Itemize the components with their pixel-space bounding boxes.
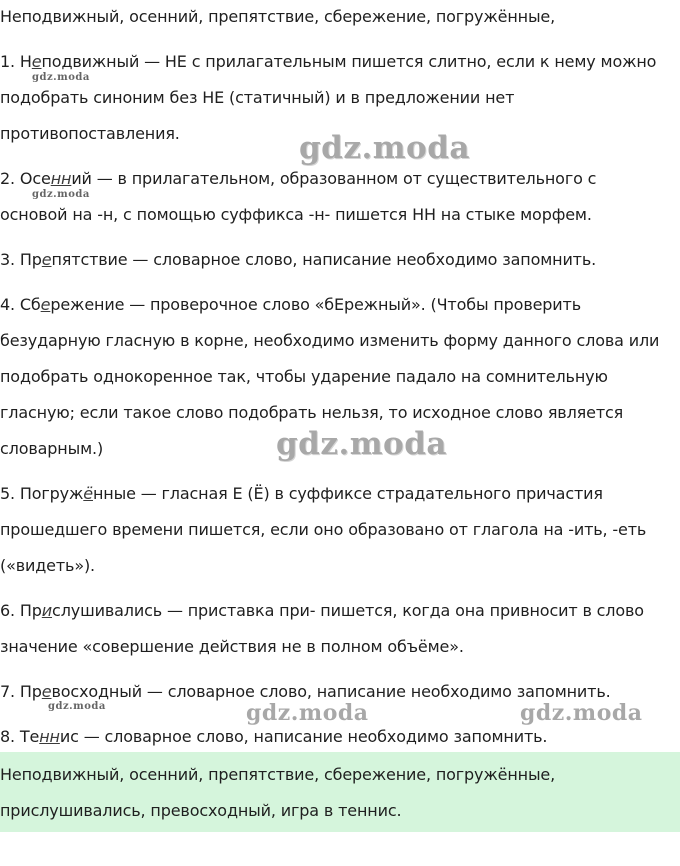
- text: нные — гласная Е (Ё) в суффиксе страдательного причастия: [92, 484, 603, 503]
- highlighted-letter: е: [41, 250, 52, 269]
- item-7-line-1: [0, 682, 611, 701]
- item-6-line-2: значение «совершение действия не в полном объёме».: [0, 637, 464, 656]
- item-2-line-2: основой на -н, с помощью суффикса -н- пишется НН на стыке морфем.: [0, 205, 592, 224]
- item-4-line-1: [0, 295, 581, 314]
- item-1-line-2: подобрать синоним без НЕ (статичный) и в предложении нет: [0, 88, 515, 107]
- prefix: 3. Пр: [0, 250, 42, 269]
- answer-box: [0, 752, 680, 832]
- text: пятствие — словарное слово, написание необходимо запомнить.: [51, 250, 597, 269]
- prefix: 2. Осе: [0, 169, 51, 188]
- header-word-list: Неподвижный, осенний, препятствие, сбережение, погружённые,: [0, 7, 556, 26]
- highlighted-letter: и: [41, 601, 53, 620]
- watermark-logo: gdz.moda: [246, 700, 369, 726]
- highlighted-letter: нн: [39, 727, 60, 746]
- item-4-line-2: безударную гласную в корне, необходимо изменить форму данного слова или: [0, 331, 660, 350]
- item-2-line-1: [0, 169, 596, 188]
- prefix: 6. Пр: [0, 601, 42, 620]
- item-3-line-1: [0, 250, 596, 269]
- item-4-line-4: гласную; если такое слово подобрать нельзя, то исходное слово является: [0, 403, 624, 422]
- prefix: 5. Погруж: [0, 484, 84, 503]
- item-4-line-3: подобрать однокоренное так, чтобы ударение падало на сомнительную: [0, 367, 608, 386]
- text: восходный — словарное слово, написание необходимо запомнить.: [51, 682, 611, 701]
- prefix: 4. Сб: [0, 295, 41, 314]
- answer-line-2: прислушивались, превосходный, игра в теннис.: [0, 801, 402, 820]
- text: режение — проверочное слово «бЕрежный». (Чтобы проверить: [50, 295, 581, 314]
- text: ис — словарное слово, написание необходимо запомнить.: [59, 727, 548, 746]
- text: ий — в прилагательном, образованном от существительного с: [71, 169, 597, 188]
- watermark-logo: gdz.moda: [276, 426, 447, 462]
- watermark-logo: gdz.moda: [48, 701, 106, 712]
- prefix: 8. Те: [0, 727, 40, 746]
- highlighted-letter: нн: [50, 169, 72, 188]
- text: слушивались — приставка при- пишется, когда она привносит в слово: [52, 601, 644, 620]
- item-5-line-1: [0, 484, 603, 503]
- prefix: 7. Пр: [0, 682, 42, 701]
- text: подвижный — НЕ с прилагательным пишется слитно, если к нему можно: [41, 52, 657, 71]
- prefix: 1. Н: [0, 52, 32, 71]
- item-4-line-5: словарным.): [0, 439, 104, 458]
- item-8-line-1: [0, 727, 547, 746]
- highlighted-letter: е: [31, 52, 42, 71]
- item-5-line-2: прошедшего времени пишется, если оно образовано от глагола на -ить, -еть: [0, 520, 647, 539]
- item-6-line-1: [0, 601, 644, 620]
- watermark-logo: gdz.moda: [520, 700, 643, 726]
- highlighted-letter: е: [41, 682, 52, 701]
- answer-line-1: Неподвижный, осенний, препятствие, сбережение, погружённые,: [0, 765, 556, 784]
- item-5-line-3: («видеть»).: [0, 556, 95, 575]
- item-1-line-3: противопоставления.: [0, 124, 180, 143]
- watermark-logo: gdz.moda: [299, 130, 470, 166]
- watermark-logo: gdz.moda: [32, 72, 90, 83]
- item-1-line-1: [0, 52, 656, 71]
- highlighted-letter: е: [40, 295, 51, 314]
- watermark-logo: gdz.moda: [32, 189, 90, 200]
- highlighted-letter: ё: [83, 484, 93, 503]
